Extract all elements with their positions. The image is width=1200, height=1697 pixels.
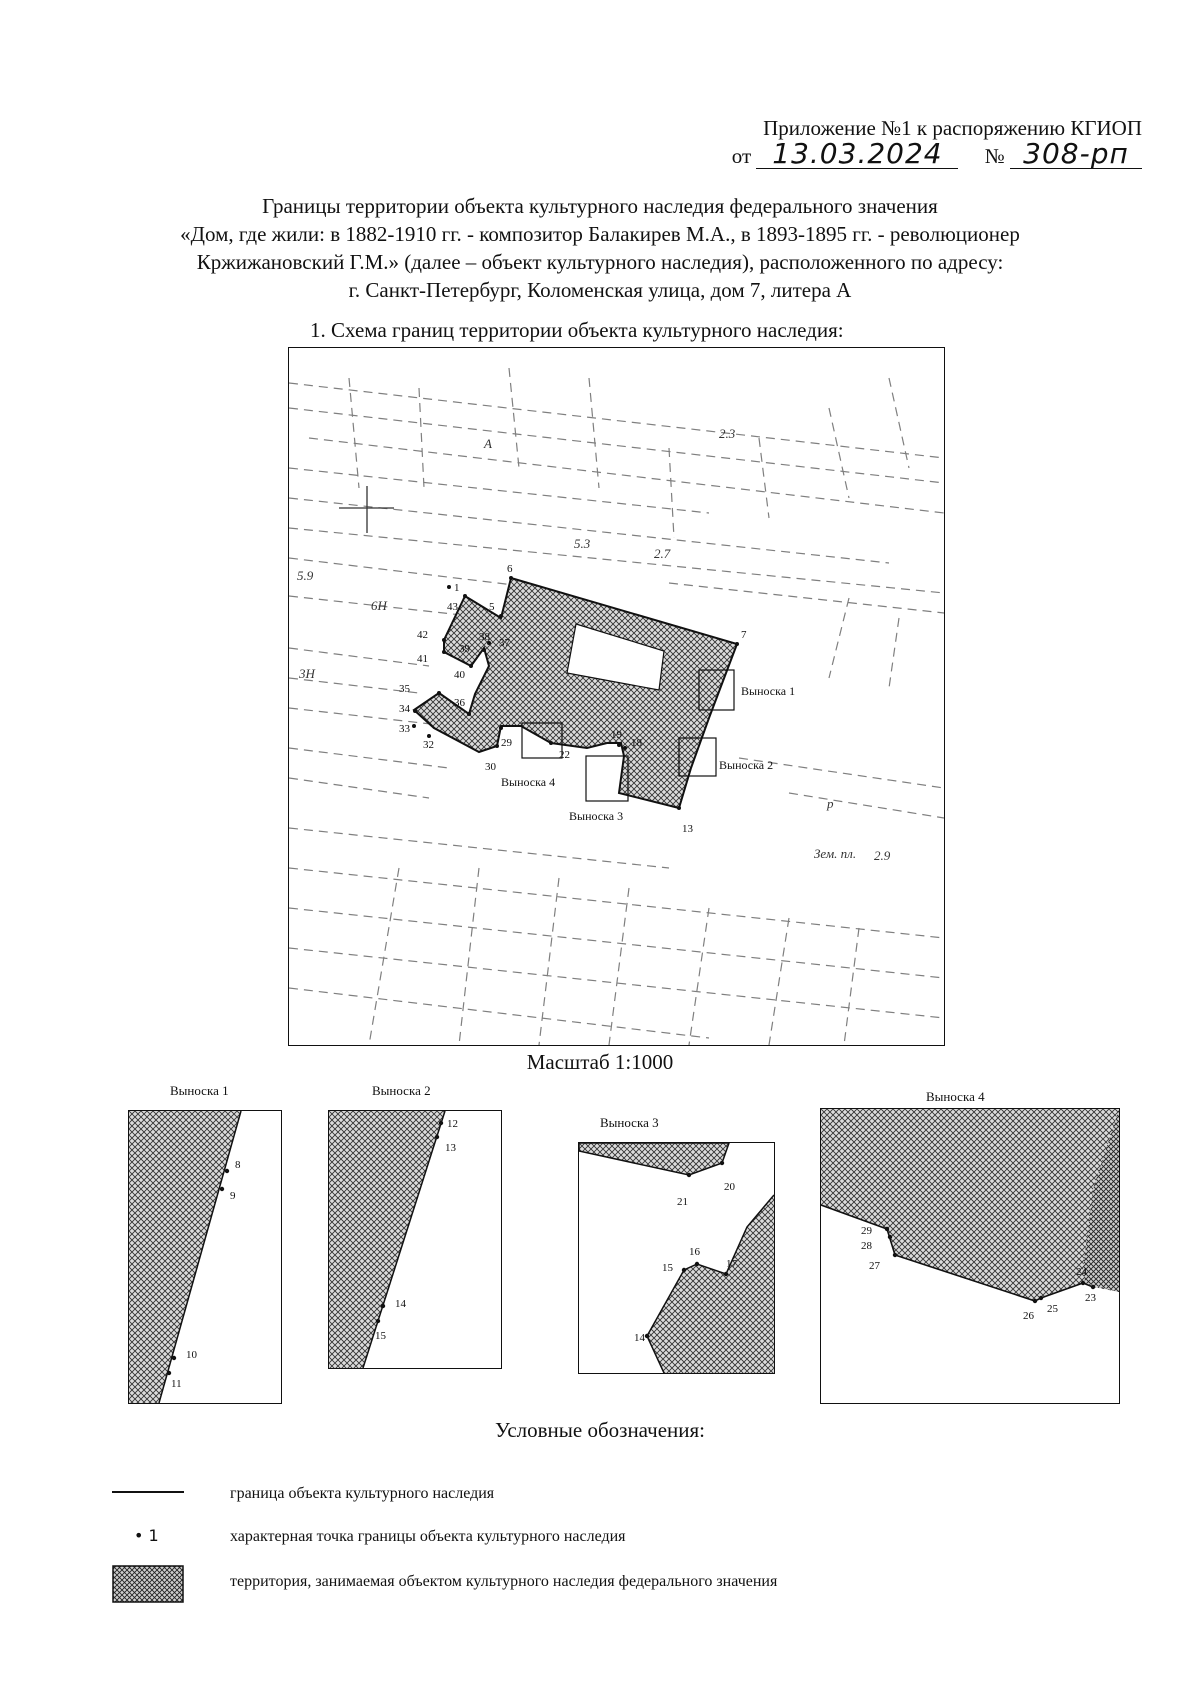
inset-3-title: Выноска 3 — [600, 1115, 659, 1130]
point-label: 5 — [489, 601, 495, 613]
map-label-5-3: 5.3 — [574, 536, 591, 551]
point-label: 29 — [501, 737, 512, 749]
legend-title: Условные обозначения: — [494, 1418, 706, 1442]
section-title: 1. Схема границ территории объекта культурного наследия: — [310, 318, 844, 342]
point-label: 29 — [861, 1225, 872, 1237]
boundary-scheme-map — [288, 347, 945, 1046]
callout-label-1: Выноска 1 — [741, 684, 796, 698]
map-label-3n: 3Н — [299, 666, 315, 681]
inset-4-drawing — [821, 1109, 1119, 1403]
point-label: 26 — [1023, 1310, 1034, 1322]
point-label: 21 — [677, 1196, 688, 1208]
map-label-r: р — [827, 796, 834, 811]
title-line-2: «Дом, где жили: в 1882-1910 гг. - композитор Балакирев М.А., в 1893-1895 гг. - революционер — [180, 222, 1020, 246]
map-drawing — [289, 348, 944, 1045]
inset-2 — [328, 1110, 502, 1369]
title-line-4: г. Санкт-Петербург, Коломенская улица, дом 7, литера А — [348, 278, 852, 302]
point-label: 39 — [459, 643, 470, 655]
callout-label-4: Выноска 4 — [501, 775, 556, 789]
title-line-3: Кржижановский Г.М.» (далее – объект культурного наследия), расположенного по адресу: — [196, 250, 1004, 274]
callout-label-2: Выноска 2 — [719, 758, 774, 772]
point-label: 27 — [869, 1260, 880, 1272]
point-label: 24 — [1076, 1266, 1087, 1278]
point-label: 18 — [631, 737, 642, 749]
map-label-2-7: 2.7 — [654, 546, 671, 561]
point-label: 22 — [559, 749, 570, 761]
point-label: 30 — [485, 761, 496, 773]
order-reference — [731, 137, 1142, 170]
from-label: от — [731, 144, 752, 168]
map-label-5-9: 5.9 — [297, 568, 314, 583]
point-label: 37 — [499, 637, 510, 649]
point-label: 34 — [399, 703, 410, 715]
point-label: 20 — [724, 1181, 735, 1193]
point-label: 25 — [1047, 1303, 1058, 1315]
legend-label: характерная точка границы объекта культурного наследия — [230, 1528, 626, 1545]
inset-2-title: Выноска 2 — [372, 1083, 431, 1098]
point-label: 13 — [682, 823, 693, 835]
number-label: № — [984, 144, 1005, 168]
legend-label: территория, занимаемая объектом культурного наследия федерального значения — [230, 1573, 778, 1590]
map-label-a: А — [484, 436, 492, 451]
legend-item-boundary — [112, 1477, 1112, 1515]
callout-label-3: Выноска 3 — [569, 809, 624, 823]
legend-item-point — [112, 1520, 1112, 1558]
inset-1 — [128, 1110, 282, 1404]
point-label: 9 — [230, 1190, 236, 1202]
inset-1-title: Выноска 1 — [170, 1083, 229, 1098]
map-label-land: Зем. пл. — [814, 846, 857, 861]
map-label-2-3: 2.3 — [719, 426, 736, 441]
map-label-6n: 6Н — [371, 598, 387, 613]
point-label: 8 — [235, 1159, 241, 1171]
point-label: 11 — [171, 1378, 182, 1390]
point-label: 41 — [417, 653, 428, 665]
point-label: 13 — [445, 1142, 456, 1154]
order-date: 13.03.2024 — [756, 140, 958, 169]
point-label: 12 — [447, 1118, 458, 1130]
point-label: 43 — [447, 601, 458, 613]
point-label: 15 — [662, 1262, 673, 1274]
inset-4 — [820, 1108, 1120, 1404]
point-label: 15 — [375, 1330, 386, 1342]
point-label: 33 — [399, 723, 410, 735]
point-label: 19 — [611, 729, 622, 741]
point-label: 14 — [634, 1332, 645, 1344]
point-label: 40 — [454, 669, 465, 681]
point-label: 17 — [726, 1258, 737, 1270]
point-label: 28 — [861, 1240, 872, 1252]
document-title — [80, 192, 1120, 304]
point-label: 36 — [454, 697, 465, 709]
inset-4-title: Выноска 4 — [926, 1089, 985, 1104]
north-cross-icon — [339, 486, 394, 533]
map-label-2-9: 2.9 — [874, 848, 891, 863]
legend-item-territory — [112, 1565, 1112, 1603]
boundary-line-icon — [112, 1491, 184, 1493]
point-label: 35 — [399, 683, 410, 695]
point-label: 38 — [479, 631, 490, 643]
title-line-1: Границы территории объекта культурного наследия федерального значения — [262, 194, 938, 218]
inset-3-drawing — [579, 1143, 774, 1373]
point-label: 14 — [395, 1298, 406, 1310]
point-label: 7 — [741, 629, 747, 641]
point-label: 32 — [423, 739, 434, 751]
inset-3 — [578, 1142, 775, 1374]
order-number: 308-рп — [1010, 140, 1142, 169]
point-label: 10 — [186, 1349, 197, 1361]
point-label: 42 — [417, 629, 428, 641]
point-label: 23 — [1085, 1292, 1096, 1304]
legend-label: граница объекта культурного наследия — [230, 1485, 495, 1502]
inset-1-drawing — [129, 1111, 281, 1403]
territory-hatch-icon — [112, 1565, 184, 1603]
territory-polygon — [414, 578, 737, 808]
boundary-point-icon: • 1 — [134, 1526, 159, 1545]
point-label: 16 — [689, 1246, 700, 1258]
point-label: 1 — [454, 582, 460, 594]
point-label: 6 — [507, 563, 513, 575]
appendix-title: Приложение №1 к распоряжению КГИОП — [763, 116, 1142, 140]
inset-2-drawing — [329, 1111, 501, 1368]
map-scale: Масштаб 1:1000 — [526, 1050, 674, 1074]
